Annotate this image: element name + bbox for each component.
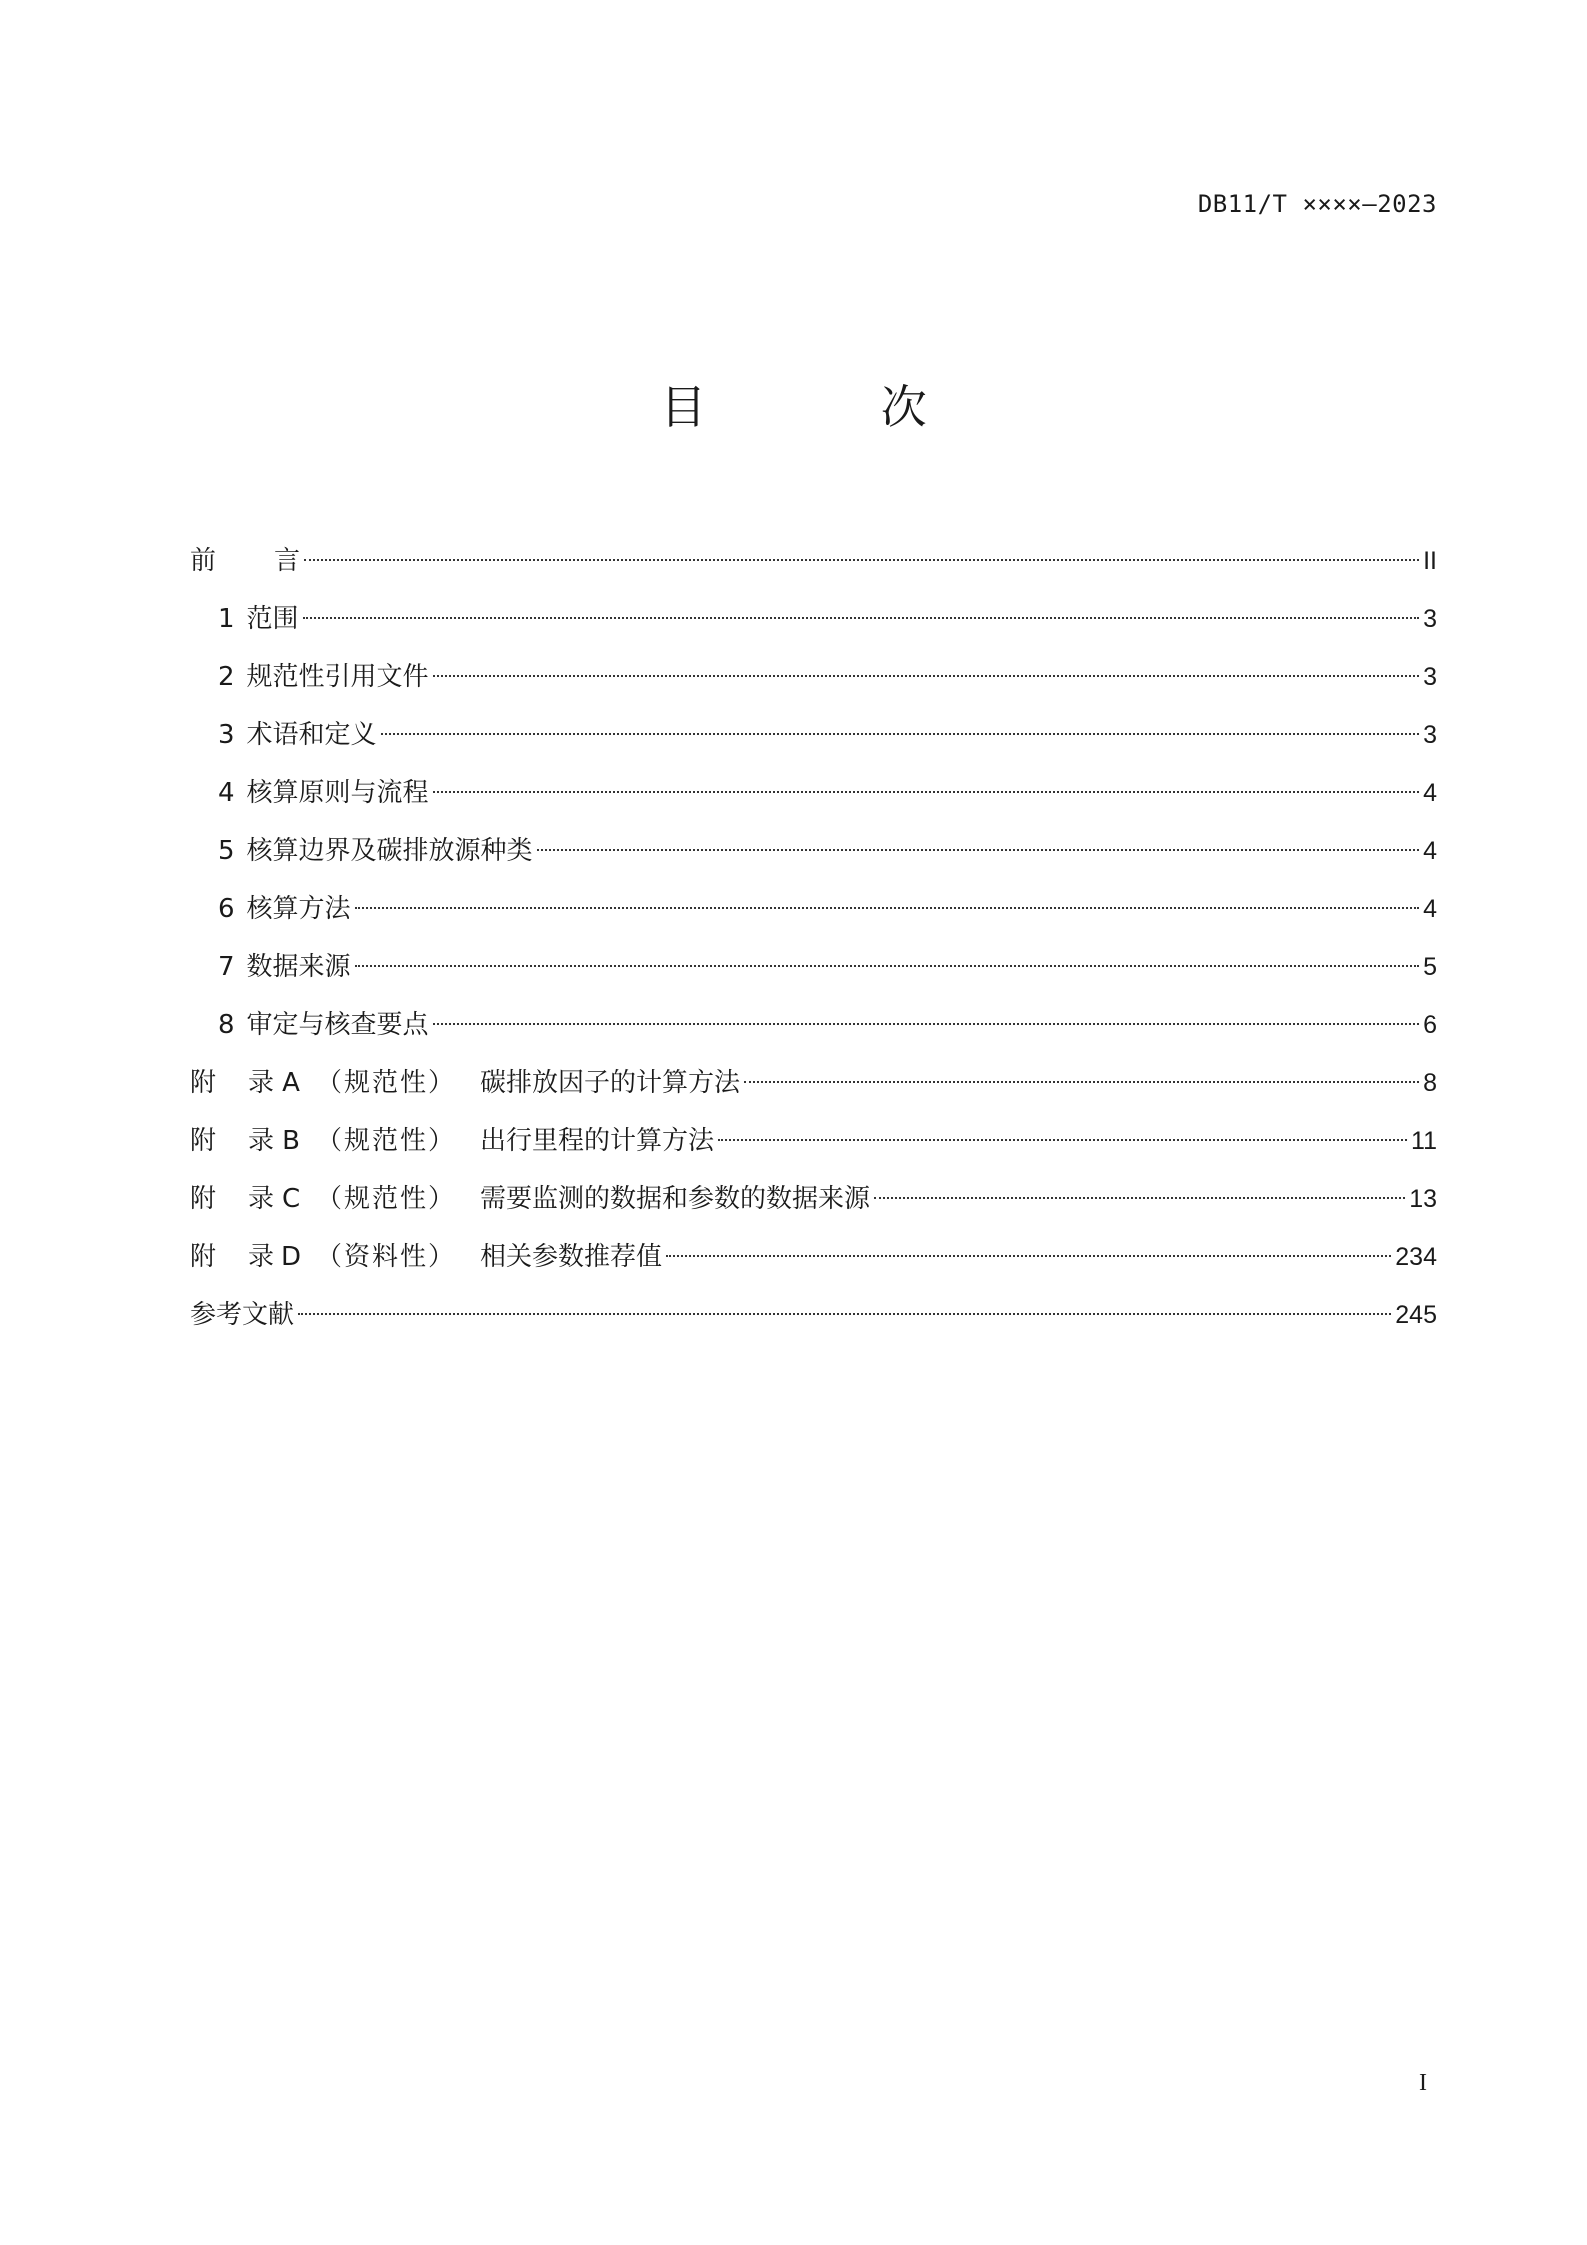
- toc-section-label: 核算原则与流程: [246, 778, 429, 808]
- toc-appendix-letter: D: [281, 1242, 302, 1272]
- toc-page-number: II: [1423, 547, 1437, 575]
- document-code: DB11/T ××××—2023: [1197, 190, 1437, 218]
- toc-dot-leader: [303, 617, 1419, 619]
- toc-section-label: 审定与核查要点: [246, 1010, 429, 1040]
- toc-appendix-label: 出行里程的计算方法: [480, 1126, 715, 1156]
- toc-entry-appendix-d[interactable]: [190, 1228, 1437, 1286]
- toc-appendix-word-1: 附: [190, 1126, 217, 1156]
- toc-dot-leader: [381, 733, 1419, 735]
- toc-appendix-type: （资料性）: [316, 1242, 457, 1272]
- toc-dot-leader: [537, 849, 1419, 851]
- toc-entry-section-8[interactable]: [190, 996, 1437, 1054]
- toc-page-number: 4: [1423, 837, 1437, 865]
- toc-page-number: 6: [1423, 1011, 1437, 1039]
- toc-page-number: 4: [1423, 779, 1437, 807]
- toc-section-label: 术语和定义: [246, 720, 377, 750]
- toc-section-number: 2: [218, 662, 235, 692]
- toc-page-number: 3: [1423, 721, 1437, 749]
- toc-appendix-letter: C: [281, 1184, 301, 1214]
- toc-section-number: 5: [218, 836, 235, 866]
- toc-entry-section-1[interactable]: [190, 590, 1437, 648]
- toc-dot-leader: [298, 1313, 1391, 1315]
- toc-preface-label-1: 前: [190, 546, 217, 576]
- toc-page-number: 4: [1423, 895, 1437, 923]
- toc-appendix-word-2: 录: [248, 1184, 275, 1214]
- toc-section-number: 4: [218, 778, 235, 808]
- toc-entry-references[interactable]: [190, 1286, 1437, 1344]
- toc-appendix-word-1: 附: [190, 1242, 217, 1272]
- toc-section-label: 规范性引用文件: [246, 662, 429, 692]
- toc-entry-section-6[interactable]: [190, 880, 1437, 938]
- toc-page-number: 13: [1409, 1185, 1437, 1213]
- toc-appendix-letter: B: [282, 1126, 300, 1156]
- toc-appendix-label: 碳排放因子的计算方法: [480, 1068, 741, 1098]
- toc-entry-section-2[interactable]: [190, 648, 1437, 706]
- toc-page-number: 245: [1395, 1301, 1437, 1329]
- toc-section-label: 数据来源: [246, 952, 351, 982]
- toc-appendix-label: 相关参数推荐值: [480, 1242, 663, 1272]
- toc-dot-leader: [355, 965, 1419, 967]
- toc-dot-leader: [355, 907, 1419, 909]
- toc-appendix-label: 需要监测的数据和参数的数据来源: [480, 1184, 871, 1214]
- toc-appendix-word-2: 录: [248, 1068, 275, 1098]
- toc-dot-leader: [744, 1081, 1419, 1083]
- toc-entry-section-5[interactable]: [190, 822, 1437, 880]
- toc-entry-section-3[interactable]: [190, 706, 1437, 764]
- toc-page-number: 3: [1423, 605, 1437, 633]
- toc-appendix-type: （规范性）: [316, 1068, 457, 1098]
- toc-section-number: 6: [218, 894, 235, 924]
- toc-section-number: 7: [218, 952, 235, 982]
- toc-preface-label-2: 言: [274, 546, 301, 576]
- toc-appendix-type: （规范性）: [316, 1184, 457, 1214]
- toc-dot-leader: [433, 1023, 1419, 1025]
- toc-page-number: 3: [1423, 663, 1437, 691]
- toc-appendix-type: （规范性）: [316, 1126, 457, 1156]
- toc-dot-leader: [718, 1139, 1407, 1141]
- toc-appendix-word-1: 附: [190, 1184, 217, 1214]
- toc-entry-appendix-c[interactable]: [190, 1170, 1437, 1228]
- toc-appendix-word-2: 录: [248, 1126, 275, 1156]
- toc-references-label: 参考文献: [190, 1300, 295, 1330]
- toc-section-label: 核算方法: [246, 894, 351, 924]
- toc-appendix-word-2: 录: [248, 1242, 275, 1272]
- toc-appendix-word-1: 附: [190, 1068, 217, 1098]
- toc-page-number: 234: [1395, 1243, 1437, 1271]
- toc-appendix-letter: A: [282, 1068, 300, 1098]
- toc-page-number: 5: [1423, 953, 1437, 981]
- toc-dot-leader: [666, 1255, 1391, 1257]
- toc-entry-appendix-b[interactable]: [190, 1112, 1437, 1170]
- toc-dot-leader: [304, 559, 1419, 561]
- toc-dot-leader: [433, 675, 1419, 677]
- toc-section-label: 核算边界及碳排放源种类: [246, 836, 533, 866]
- table-of-contents: [190, 532, 1437, 1344]
- toc-dot-leader: [433, 791, 1419, 793]
- toc-entry-appendix-a[interactable]: [190, 1054, 1437, 1112]
- toc-entry-preface[interactable]: [190, 532, 1437, 590]
- toc-section-number: 8: [218, 1010, 235, 1040]
- toc-page-number: 11: [1411, 1127, 1437, 1155]
- toc-dot-leader: [874, 1197, 1405, 1199]
- toc-section-number: 1: [218, 604, 235, 634]
- toc-title: 目 次: [660, 379, 1007, 434]
- toc-section-number: 3: [218, 720, 235, 750]
- toc-entry-section-4[interactable]: [190, 764, 1437, 822]
- toc-page-number: 8: [1423, 1069, 1437, 1097]
- toc-section-label: 范围: [246, 604, 299, 634]
- toc-entry-section-7[interactable]: [190, 938, 1437, 996]
- page-number-footer: I: [1419, 2070, 1427, 2096]
